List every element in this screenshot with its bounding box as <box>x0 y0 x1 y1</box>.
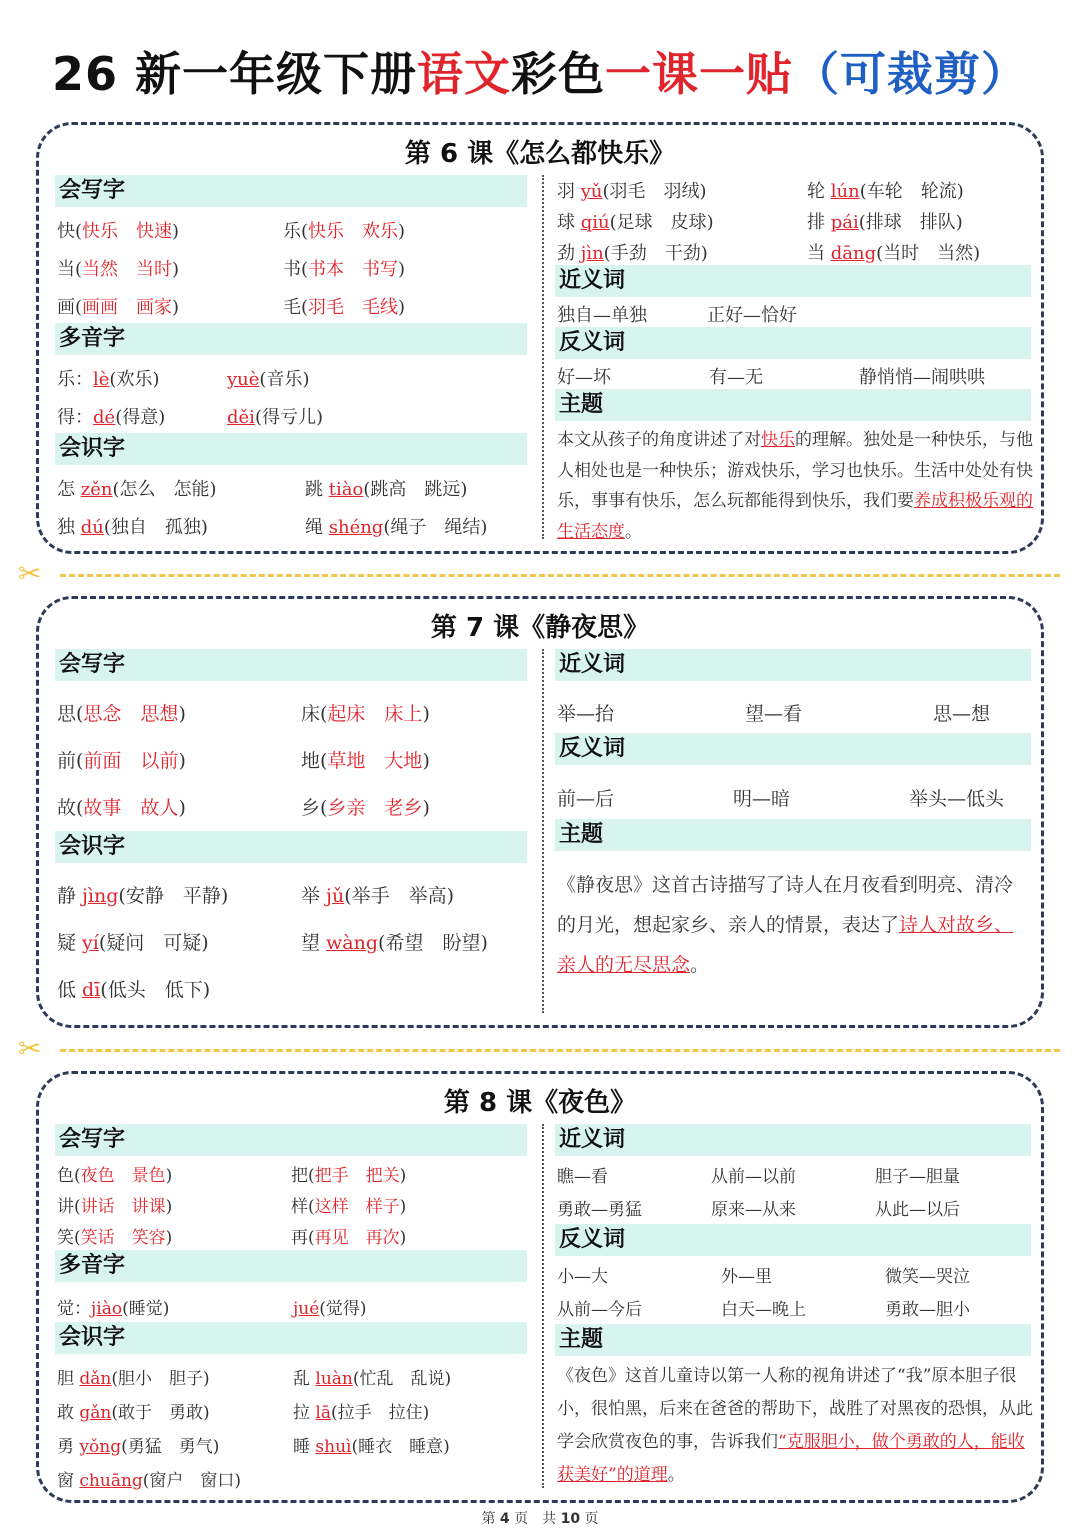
write-char: 故(故事 故人) <box>57 797 186 819</box>
read-char: 望 wàng(希望 盼望) <box>301 932 488 954</box>
title-part-lesson: 一课一贴 <box>605 47 794 101</box>
current-page: 4 <box>499 1511 510 1527</box>
page-footer: 第 4 页 共 10 页 <box>481 1511 599 1527</box>
antonym-item: 勇敢—胆小 <box>885 1300 970 1320</box>
read-char: 胆 dǎn(胆小 胆子) <box>57 1369 210 1389</box>
theme-text: 本文从孩子的角度讲述了对快乐的理解。独处是一种快乐，与他人相处也是一种快乐；游戏快乐，学习也快乐。生活中处处有快乐，事事有快乐，怎么玩都能得到快乐，我们要养成积极乐观的生活态度。 <box>557 430 1033 542</box>
title-part-subject: 语文 <box>417 47 512 101</box>
section-read: 会识字 <box>55 831 527 863</box>
read-char: 低 dī(低头 低下) <box>57 979 211 1001</box>
write-char: 把(把手 把关) <box>291 1166 407 1186</box>
section-polyphone: 多音字 <box>55 323 527 355</box>
antonym-item: 举头—低头 <box>909 788 1005 810</box>
antonym-item: 微笑—哭泣 <box>885 1267 970 1287</box>
read-char: 拉 lā(拉手 拉住) <box>293 1403 430 1423</box>
section-write: 会写字 <box>55 1124 527 1156</box>
write-char: 书(书本 书写) <box>283 259 406 280</box>
lesson-7-title: 第 7 课《静夜思》 <box>430 613 650 643</box>
synonym-item: 胆子—胆量 <box>875 1167 960 1187</box>
read-char: 怎 zěn(怎么 怎能) <box>57 479 217 500</box>
write-char: 思(思念 思想) <box>57 703 186 725</box>
antonym-item: 小—大 <box>557 1267 608 1287</box>
section-write: 会写字 <box>55 175 527 207</box>
section-antonym: 反义词 <box>555 1224 1031 1256</box>
read-char: 窗 chuāng(窗户 窗口) <box>57 1471 242 1491</box>
synonym-item: 原来—从来 <box>711 1200 796 1220</box>
section-theme: 主题 <box>555 819 1031 851</box>
write-char: 毛(羽毛 毛线) <box>283 297 406 318</box>
section-synonym: 近义词 <box>555 649 1031 681</box>
synonym-item: 思—想 <box>933 703 991 725</box>
synonym-item: 瞧—看 <box>557 1167 608 1187</box>
section-write: 会写字 <box>55 649 527 681</box>
synonym-item: 正好—恰好 <box>707 305 797 326</box>
write-char: 讲(讲话 讲课) <box>57 1197 173 1217</box>
theme-text: 《夜色》这首儿童诗以第一人称的视角讲述了“我”原本胆子很小，很怕黑，后来在爸爸的帮助下，战胜了对黑夜的恐惧，从此学会欣赏夜色的事，告诉我们“克服胆小，做个勇敢的人，能收获美好”的道理。 <box>557 1366 1033 1485</box>
lesson-7-card <box>36 596 1044 1028</box>
read-char: 轮 lún(车轮 轮流) <box>807 181 964 202</box>
antonym-item: 从前—今后 <box>557 1300 642 1320</box>
write-char: 乡(乡亲 老乡) <box>301 797 430 819</box>
polyphone-item: 乐：lè(欢乐) <box>57 369 160 390</box>
read-char: 绳 shéng(绳子 绳结) <box>305 517 488 538</box>
lesson-8-title: 第 8 课《夜色》 <box>443 1088 637 1118</box>
polyphone-item: 得：dé(得意) <box>57 407 166 428</box>
scissors-icon: ✂ <box>18 1032 42 1065</box>
synonym-item: 勇敢—勇猛 <box>557 1200 642 1220</box>
write-char: 画(画画 画家) <box>57 297 180 318</box>
lesson-8-card <box>36 1071 1044 1503</box>
write-char: 前(前面 以前) <box>57 750 186 772</box>
read-char: 跳 tiào(跳高 跳远) <box>305 479 468 500</box>
title-part-grade: 26 新一年级下册 <box>51 47 418 101</box>
section-read: 会识字 <box>55 1322 527 1354</box>
read-char: 独 dú(独自 孤独) <box>57 517 208 538</box>
polyphone-item: děi(得亏儿) <box>227 407 323 428</box>
read-char: 睡 shuì(睡衣 睡意) <box>293 1437 450 1457</box>
section-polyphone: 多音字 <box>55 1250 527 1282</box>
polyphone-item: jué(觉得) <box>293 1299 367 1319</box>
total-pages: 10 <box>560 1511 581 1527</box>
section-antonym: 反义词 <box>555 327 1031 359</box>
synonym-item: 从前—以前 <box>711 1167 796 1187</box>
synonym-item: 举—抬 <box>557 703 615 725</box>
section-synonym: 近义词 <box>555 1124 1031 1156</box>
section-theme: 主题 <box>555 389 1031 421</box>
cut-line <box>18 1032 1060 1065</box>
read-char: 乱 luàn(忙乱 乱说) <box>293 1369 452 1389</box>
read-char: 举 jǔ(举手 举高) <box>301 885 455 907</box>
scissors-icon: ✂ <box>18 557 42 590</box>
read-char: 疑 yí(疑问 可疑) <box>57 932 209 954</box>
antonym-item: 前—后 <box>557 788 615 810</box>
read-char: 羽 yǔ(羽毛 羽绒) <box>557 181 707 202</box>
lesson-6-card <box>36 122 1044 554</box>
read-char: 静 jìng(安静 平静) <box>57 885 229 907</box>
write-char: 快(快乐 快速) <box>57 221 180 242</box>
write-char: 乐(快乐 欢乐) <box>283 221 406 242</box>
read-char: 勇 yǒng(勇猛 勇气) <box>57 1437 220 1457</box>
write-char: 再(再见 再次) <box>291 1228 407 1248</box>
antonym-item: 外—里 <box>721 1267 772 1287</box>
title-part-color: 彩色 <box>511 47 606 101</box>
antonym-item: 有—无 <box>709 367 763 388</box>
page-title <box>0 38 1080 104</box>
read-char: 劲 jìn(手劲 干劲) <box>557 243 708 264</box>
theme-text: 《静夜思》这首古诗描写了诗人在月夜看到明亮、清冷的月光，想起家乡、亲人的情景，表达了诗人对故乡、亲人的无尽思念。 <box>557 874 1014 976</box>
synonym-item: 独自—单独 <box>557 305 647 326</box>
section-antonym: 反义词 <box>555 733 1031 765</box>
synonym-item: 从此—以后 <box>875 1200 960 1220</box>
section-synonym: 近义词 <box>555 265 1031 297</box>
antonym-item: 明—暗 <box>733 788 791 810</box>
cut-line <box>18 557 1060 590</box>
read-char: 排 pái(排球 排队) <box>807 212 963 233</box>
write-char: 笑(笑话 笑容) <box>57 1228 173 1248</box>
write-char: 床(起床 床上) <box>301 703 430 725</box>
polyphone-item: yuè(音乐) <box>227 369 310 390</box>
write-char: 色(夜色 景色) <box>57 1166 173 1186</box>
write-char: 地(草地 大地) <box>301 750 430 772</box>
antonym-item: 好—坏 <box>557 367 611 388</box>
antonym-item: 白天—晚上 <box>721 1300 806 1320</box>
section-read: 会识字 <box>55 433 527 465</box>
section-theme: 主题 <box>555 1324 1031 1356</box>
lesson-6-title: 第 6 课《怎么都快乐》 <box>404 139 676 169</box>
polyphone-item: 觉：jiào(睡觉) <box>57 1299 170 1319</box>
column-divider <box>542 649 544 1013</box>
write-char: 当(当然 当时) <box>57 259 180 280</box>
read-char: 球 qiú(足球 皮球) <box>557 212 714 233</box>
write-char: 样(这样 样子) <box>291 1197 407 1217</box>
title-part-cut: （可裁剪） <box>793 47 1029 101</box>
column-divider <box>542 175 544 539</box>
column-divider <box>542 1124 544 1488</box>
antonym-item: 静悄悄—闹哄哄 <box>859 367 985 388</box>
synonym-item: 望—看 <box>745 703 803 725</box>
read-char: 当 dāng(当时 当然) <box>807 243 981 264</box>
read-char: 敢 gǎn(敢于 勇敢) <box>57 1403 210 1423</box>
